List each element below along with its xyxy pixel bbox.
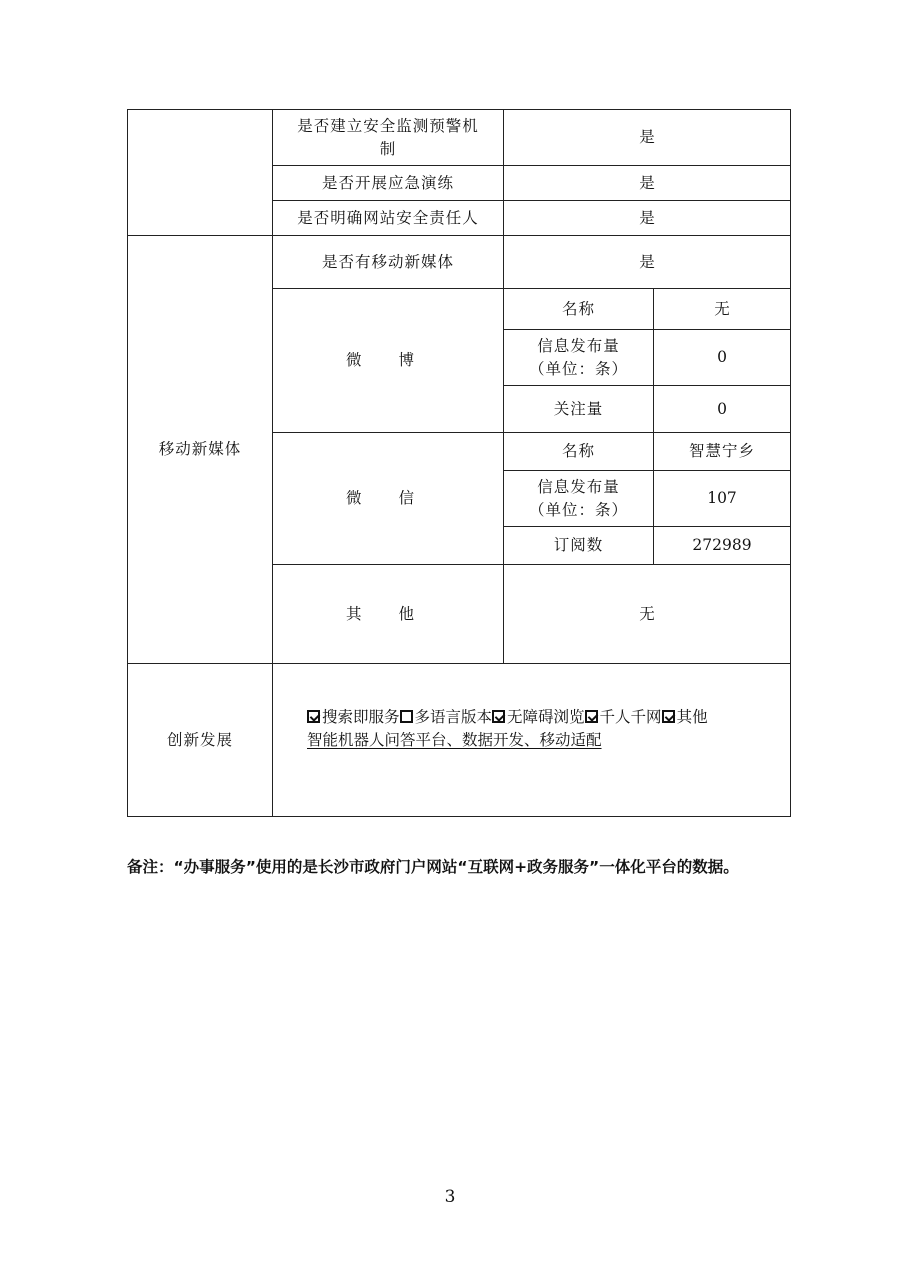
report-table (127, 109, 791, 817)
option-personalized[interactable]: 千人千网 (585, 708, 662, 726)
security-section-cell (128, 110, 273, 236)
wechat-posts-label-cell (504, 471, 654, 527)
other-media-label: 其 他 (273, 565, 504, 664)
wechat-posts-label: 信息发布量 (537, 477, 620, 496)
innovation-options-line (307, 706, 782, 729)
wechat-subscribers-label: 订阅数 (504, 527, 654, 565)
weibo-followers-label: 关注量 (504, 386, 654, 433)
option-multilanguage[interactable]: 多语言版本 (400, 708, 493, 726)
wechat-name-label: 名称 (504, 433, 654, 471)
option-search-service[interactable]: 搜索即服务 (307, 708, 400, 726)
has-media-value: 是 (504, 236, 791, 289)
monitoring-value: 是 (504, 110, 791, 166)
weibo-posts-value: 0 (654, 330, 791, 386)
option-accessibility[interactable]: 无障碍浏览 (492, 708, 585, 726)
drill-value: 是 (504, 166, 791, 201)
media-section-label: 移动新媒体 (128, 236, 273, 664)
checkbox-checked-icon[interactable] (662, 710, 675, 723)
page-number: 3 (444, 1187, 456, 1207)
wechat-subscribers-value: 272989 (654, 527, 791, 565)
responsible-value: 是 (504, 201, 791, 236)
wechat-name-value: 智慧宁乡 (654, 433, 791, 471)
innovation-other-detail: 智能机器人问答平台、数据开发、移动适配 (307, 731, 602, 749)
weibo-followers-value: 0 (654, 386, 791, 433)
has-media-label: 是否有移动新媒体 (273, 236, 504, 289)
weibo-label: 微 博 (273, 289, 504, 433)
monitoring-label: 是否建立安全监测预警机制 (273, 110, 504, 166)
wechat-label: 微 信 (273, 433, 504, 565)
responsible-label: 是否明确网站安全责任人 (273, 201, 504, 236)
footnote: 备注：“办事服务”使用的是长沙市政府门户网站“互联网+政务服务”一体化平台的数据。 (127, 858, 739, 876)
option-other[interactable]: 其他 (662, 708, 708, 726)
wechat-posts-unit: （单位：条） (528, 500, 628, 519)
checkbox-checked-icon[interactable] (492, 710, 505, 723)
wechat-posts-value: 107 (654, 471, 791, 527)
other-media-value: 无 (504, 565, 791, 664)
checkbox-empty-icon[interactable] (400, 710, 413, 723)
weibo-posts-unit: （单位：条） (528, 359, 628, 378)
checkbox-checked-icon[interactable] (585, 710, 598, 723)
innovation-options-cell (273, 664, 791, 817)
weibo-posts-label: 信息发布量 (537, 336, 620, 355)
weibo-name-value: 无 (654, 289, 791, 330)
weibo-name-label: 名称 (504, 289, 654, 330)
checkbox-checked-icon[interactable] (307, 710, 320, 723)
innovation-section-label: 创新发展 (128, 664, 273, 817)
weibo-posts-label-cell (504, 330, 654, 386)
drill-label: 是否开展应急演练 (273, 166, 504, 201)
